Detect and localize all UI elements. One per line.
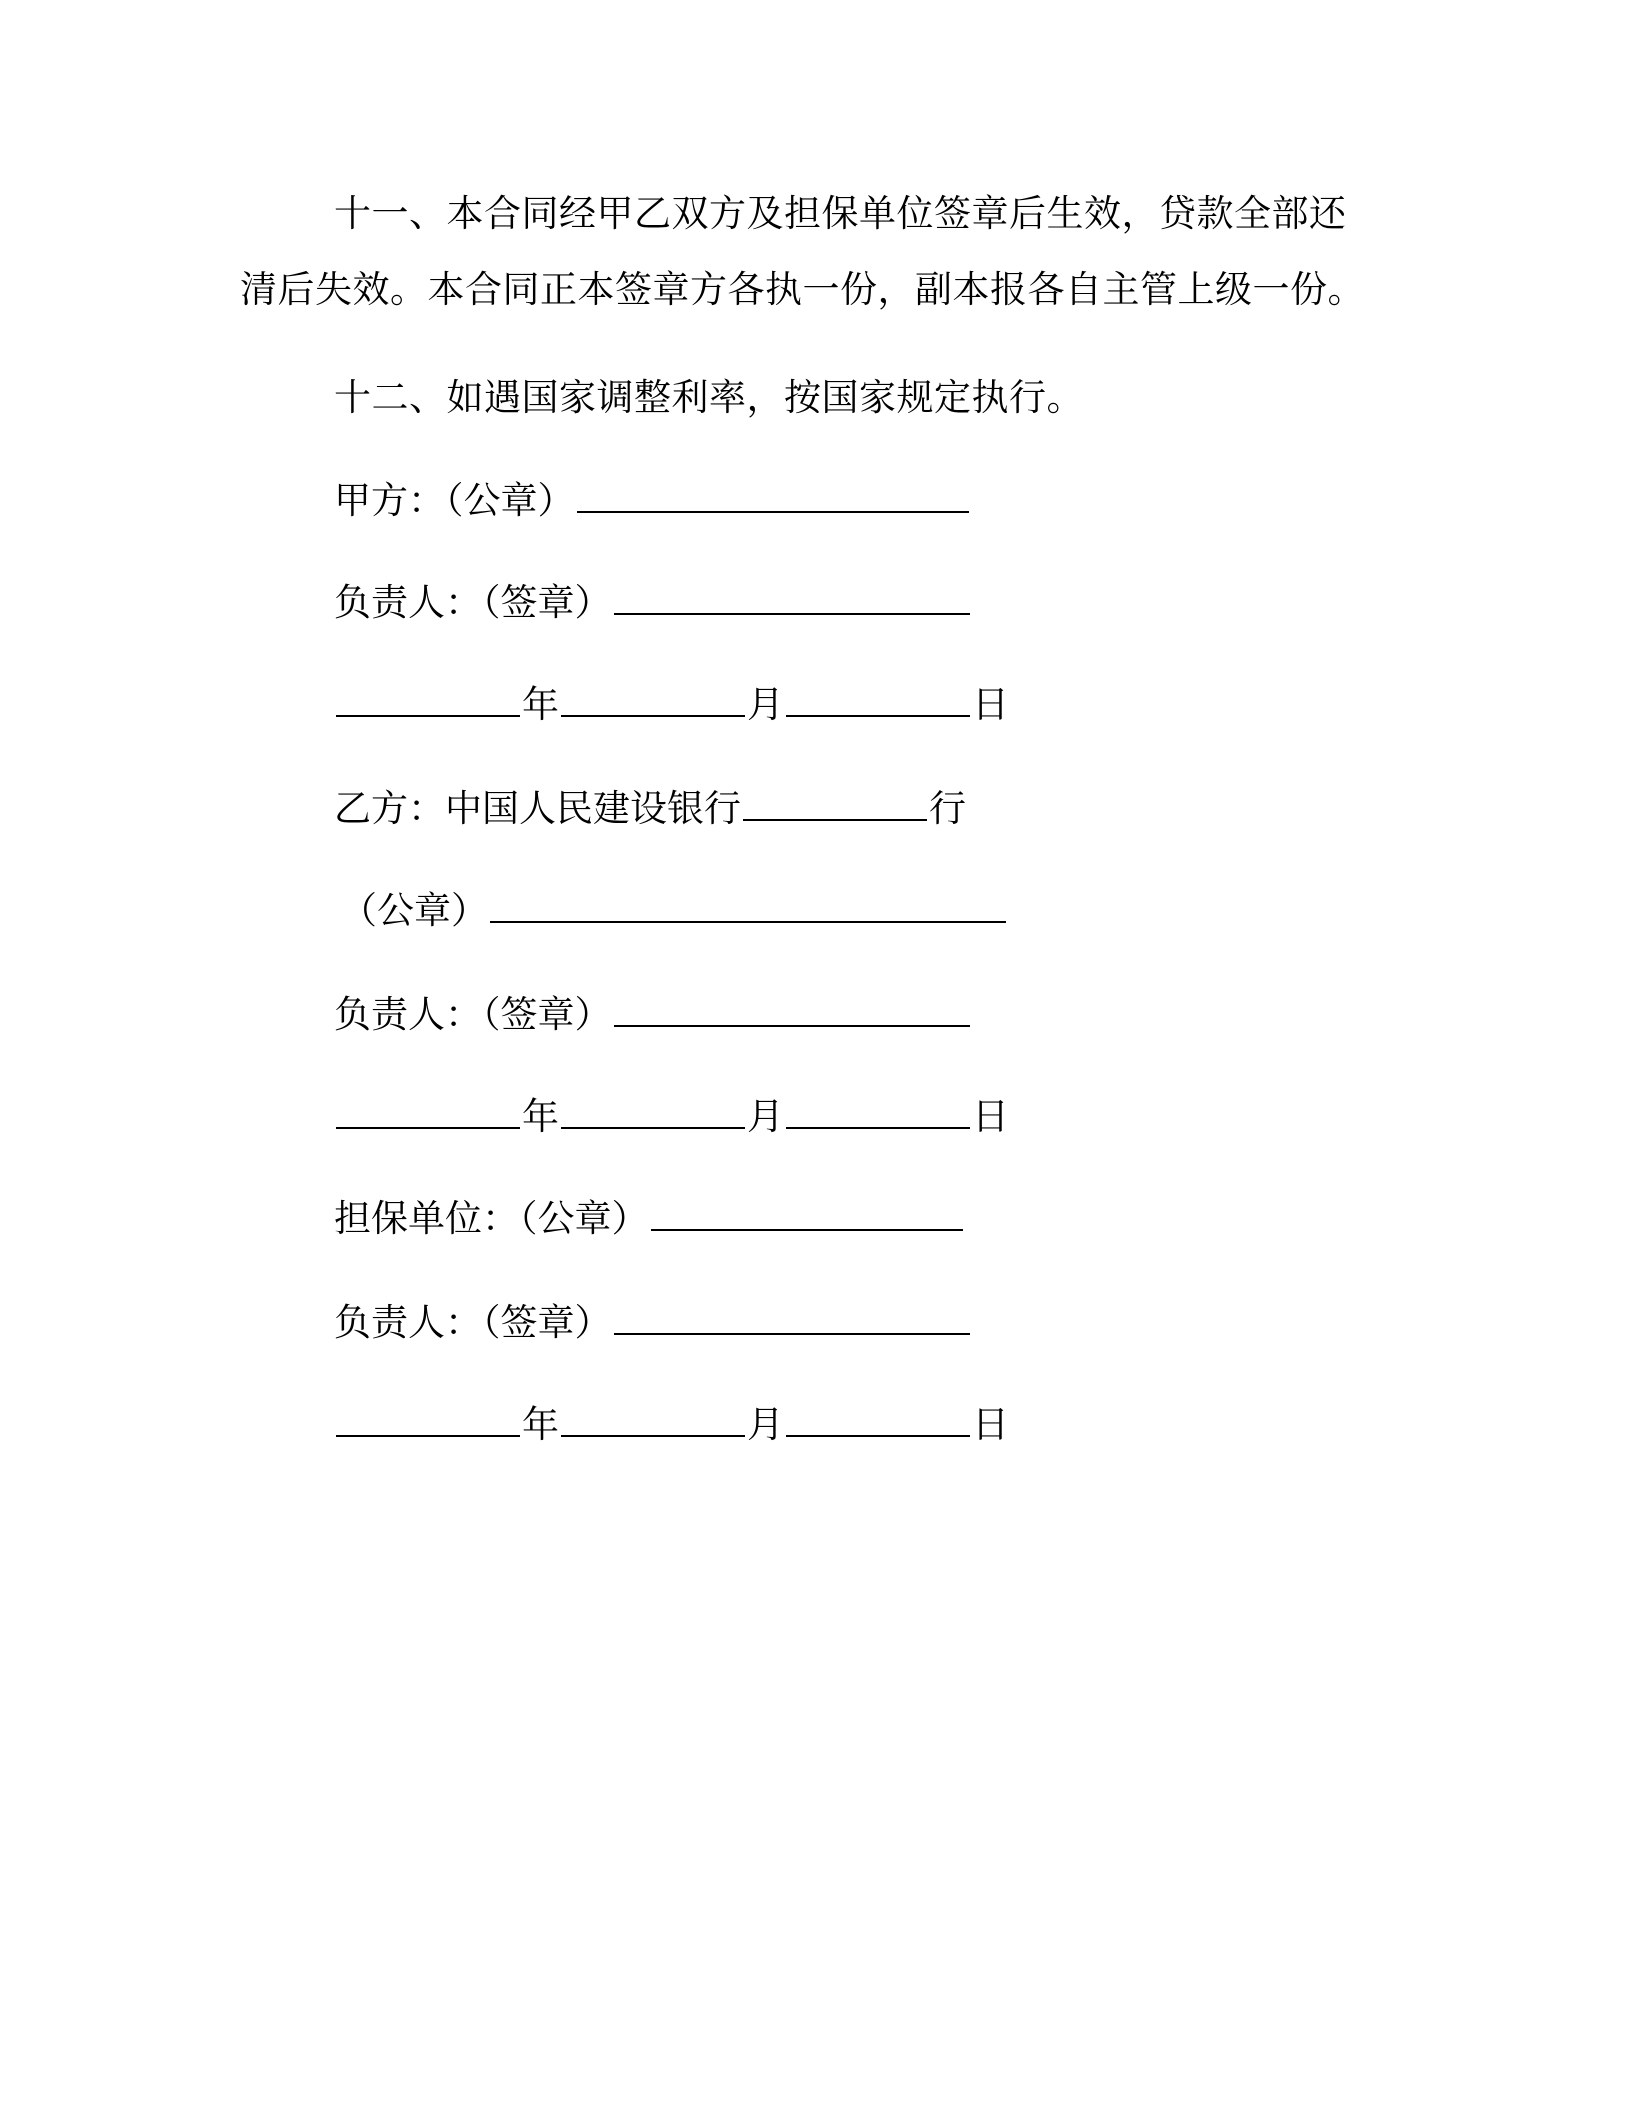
party-a-day-blank[interactable] bbox=[786, 681, 970, 717]
party-a-month-label: 月 bbox=[747, 683, 784, 726]
party-b-label-suffix: 行 bbox=[929, 787, 966, 830]
guarantor-signer-line bbox=[334, 1298, 972, 1348]
party-a-year-label: 年 bbox=[522, 683, 559, 726]
guarantor-year-blank[interactable] bbox=[336, 1401, 520, 1437]
party-b-month-blank[interactable] bbox=[561, 1093, 745, 1129]
party-b-branch-blank[interactable] bbox=[743, 785, 927, 821]
guarantor-seal-blank[interactable] bbox=[651, 1195, 963, 1231]
party-a-date-line bbox=[334, 680, 1009, 730]
guarantor-month-blank[interactable] bbox=[561, 1401, 745, 1437]
guarantor-label: 担保单位：（公章） bbox=[334, 1197, 649, 1240]
party-b-signer-label: 负责人：（签章） bbox=[334, 993, 612, 1036]
guarantor-date-line bbox=[334, 1400, 1009, 1450]
party-b-day-label: 日 bbox=[972, 1095, 1009, 1138]
party-a-signer-blank[interactable] bbox=[614, 579, 970, 615]
guarantor-month-label: 月 bbox=[747, 1403, 784, 1446]
party-b-date-line bbox=[334, 1092, 1009, 1142]
party-b-label-prefix: 乙方：中国人民建设银行 bbox=[334, 787, 741, 830]
party-b-seal-line bbox=[340, 886, 1008, 936]
guarantor-signer-blank[interactable] bbox=[614, 1299, 970, 1335]
party-b-year-label: 年 bbox=[522, 1095, 559, 1138]
clause-twelve: 十二、如遇国家调整利率，按国家规定执行。 bbox=[334, 376, 1084, 419]
party-a-seal-line bbox=[334, 476, 971, 526]
party-b-signer-blank[interactable] bbox=[614, 991, 970, 1027]
party-a-seal-blank[interactable] bbox=[577, 477, 969, 513]
party-a-month-blank[interactable] bbox=[561, 681, 745, 717]
party-b-seal-label: （公章） bbox=[340, 889, 488, 932]
clause-eleven: 十一、本合同经甲乙双方及担保单位签章后生效，贷款全部还清后失效。本合同正本签章方各执一份，副本报各自主管上级一份。 bbox=[240, 192, 1365, 311]
guarantor-day-blank[interactable] bbox=[786, 1401, 970, 1437]
guarantor-day-label: 日 bbox=[972, 1403, 1009, 1446]
guarantor-year-label: 年 bbox=[522, 1403, 559, 1446]
party-a-signer-label: 负责人：（签章） bbox=[334, 581, 612, 624]
party-b-signer-line bbox=[334, 990, 972, 1040]
party-b-month-label: 月 bbox=[747, 1095, 784, 1138]
party-b-seal-blank[interactable] bbox=[490, 887, 1006, 923]
guarantor-seal-line bbox=[334, 1194, 965, 1244]
guarantor-signer-label: 负责人：（签章） bbox=[334, 1301, 612, 1344]
party-b-day-blank[interactable] bbox=[786, 1093, 970, 1129]
party-a-year-blank[interactable] bbox=[336, 681, 520, 717]
party-a-day-label: 日 bbox=[972, 683, 1009, 726]
party-a-signer-line bbox=[334, 578, 972, 628]
party-a-label: 甲方：（公章） bbox=[334, 479, 575, 522]
party-b-year-blank[interactable] bbox=[336, 1093, 520, 1129]
party-b-bank-line bbox=[334, 784, 966, 834]
